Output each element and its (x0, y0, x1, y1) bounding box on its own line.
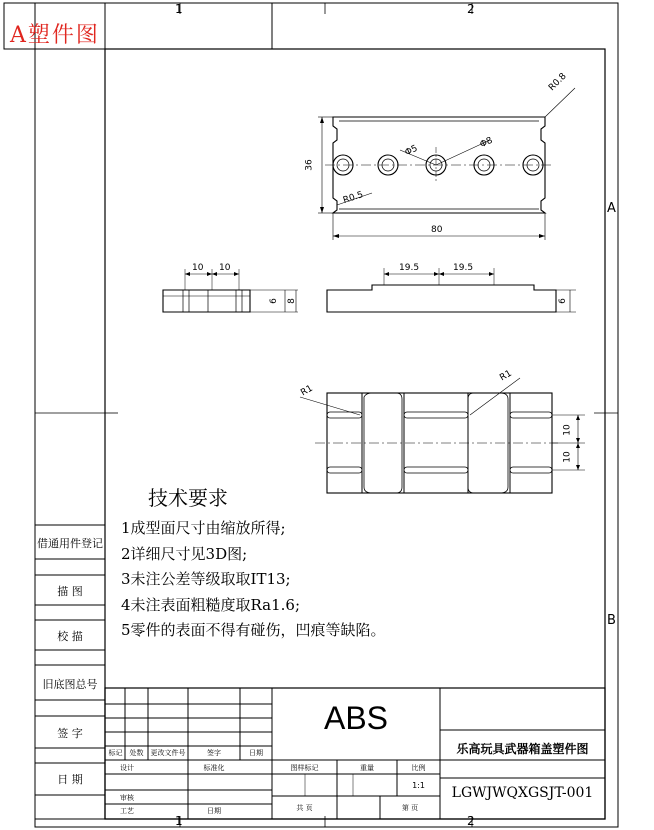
tech-req-item: 1成型面尺寸由缩放所得; (121, 519, 286, 537)
left-strip-label: 签 字 (57, 727, 83, 740)
scale-label: 比例 (411, 764, 426, 772)
tech-req-item: 4未注表面粗糙度取Ra1.6; (121, 595, 301, 614)
tech-req-title: 技术要求 (148, 486, 228, 510)
scale-value: 1:1 (412, 781, 425, 790)
rev-header: 日期 (249, 749, 263, 757)
material-label: ABS (323, 700, 389, 736)
dim-text-10b: 10 (219, 263, 231, 273)
tech-req-list (121, 516, 386, 644)
dim-text-195a: 19.5 (399, 263, 420, 273)
dim-text-6: 6 (268, 298, 279, 304)
row-label-standard: 标准化 (203, 764, 225, 772)
dim-text-r08: R0.8 (547, 71, 569, 94)
page-number-label: 第 页 (401, 804, 419, 812)
rev-header: 签字 (207, 749, 221, 757)
drawing-number: LGWJWQXGSJT-001 (451, 785, 594, 801)
part-name: 乐高玩具武器箱盖塑件图 (456, 742, 589, 756)
dim-text-r05: R0.5 (341, 190, 365, 206)
side-view-right (327, 268, 576, 312)
zone-label-bottom-1: 1 (175, 814, 183, 828)
zone-label-right-b: B (607, 613, 616, 628)
dim-text-r1b: R1 (498, 368, 514, 384)
row-label-review: 审核 (120, 794, 134, 802)
bottom-view (300, 378, 585, 493)
dim-text-d5: Φ5 (403, 143, 420, 159)
row-label-date: 日期 (207, 807, 221, 815)
zone-label-right-a: A (607, 201, 616, 216)
header-title: A塑件图 (10, 23, 100, 48)
leader-r1-right (470, 378, 520, 415)
sheet-count-label: 共 页 (296, 804, 313, 812)
dim-text-v10a: 10 (562, 424, 573, 436)
dim-text-d8: Φ8 (478, 135, 495, 151)
side-view-left (163, 269, 298, 312)
tech-req-item: 3未注公差等级取取IT13; (121, 570, 291, 588)
left-strip-label: 旧底图总号 (42, 678, 98, 691)
tech-req-item: 5零件的表面不得有碰伤，凹痕等缺陷。 (121, 621, 386, 639)
dim-text-36: 36 (304, 159, 315, 171)
dim-text-8: 8 (286, 298, 297, 304)
zone-label-top-2: 2 (467, 2, 475, 16)
rev-header: 更改文件号 (150, 749, 186, 757)
rev-header: 处数 (129, 749, 144, 757)
left-strip-label: 日 期 (57, 773, 83, 786)
stage-label: 图样标记 (290, 764, 319, 772)
row-label-design: 设计 (120, 764, 134, 772)
dim-text-r1a: R1 (299, 383, 315, 399)
row-label-process: 工艺 (120, 807, 134, 815)
left-strip-label: 描 图 (57, 585, 83, 598)
zone-label-bottom-2: 2 (467, 814, 475, 828)
left-strip-label: 校 描 (57, 630, 83, 643)
tech-req-item: 2详细尺寸见3D图; (121, 544, 248, 563)
dim-text-10a: 10 (192, 263, 204, 273)
rev-header: 标记 (108, 749, 123, 757)
dim-text-80: 80 (431, 225, 443, 235)
zone-label-top-1: 1 (175, 2, 183, 16)
dim-text-195b: 19.5 (453, 263, 474, 273)
leader-r08 (545, 88, 575, 117)
side-view-left-outline (163, 290, 250, 312)
dim-text-v10b: 10 (562, 451, 573, 463)
weight-label: 重量 (360, 764, 374, 772)
side-view-right-outline (327, 285, 556, 312)
left-strip-label: 借通用件登记 (37, 537, 103, 550)
dim-text-6b: 6 (557, 298, 568, 304)
top-view (318, 88, 575, 240)
